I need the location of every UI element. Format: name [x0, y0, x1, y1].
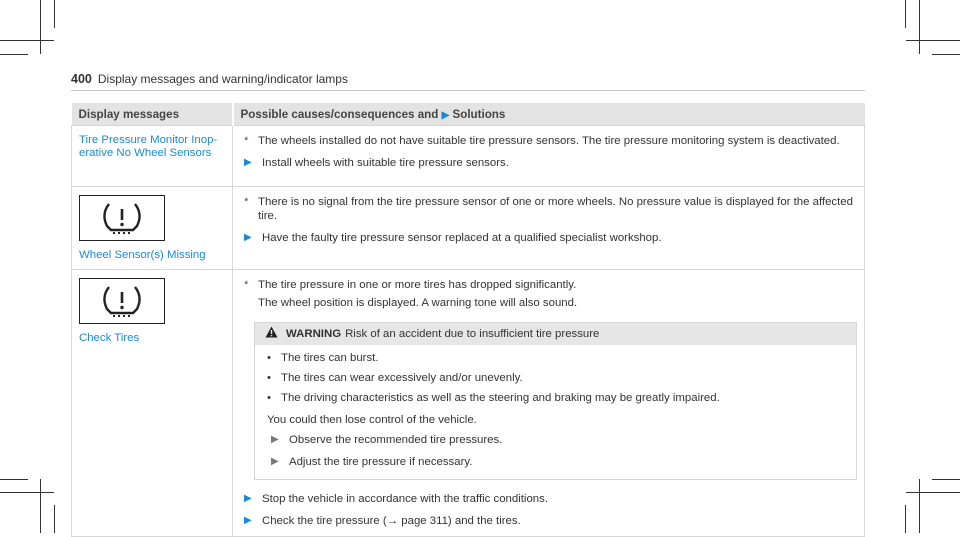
triangle-icon: ▶	[244, 493, 252, 504]
cause-text: The tire pressure in one or more tires has dropped significantly.	[258, 279, 577, 291]
triangle-icon: ▶	[271, 456, 279, 467]
crop-mark	[919, 479, 920, 533]
bullet-dot-icon: •	[267, 372, 271, 384]
cause-text: The wheels installed do not have suitable tire pressure sensors. The tire pressure monitoring system is deactivated.	[258, 135, 840, 147]
cause-cell	[233, 187, 865, 270]
solution-text: Check the tire pressure (→ page 311) and the tires.	[262, 515, 521, 527]
bullet-dot-icon: •	[267, 352, 271, 364]
warning-bullet-text: The tires can burst.	[281, 352, 379, 364]
crop-mark	[906, 40, 960, 41]
solution-step	[240, 156, 857, 170]
page-number: 400	[71, 72, 92, 86]
cause-item	[240, 134, 857, 148]
message-cell	[72, 270, 233, 537]
warning-header	[255, 323, 856, 345]
asterisk-icon: *	[244, 135, 249, 147]
crop-mark	[932, 479, 960, 480]
table-row	[72, 126, 865, 187]
asterisk-icon: *	[244, 196, 249, 208]
page-header	[71, 72, 348, 86]
column-header-messages: Display messages	[72, 103, 233, 126]
cause-item	[240, 195, 857, 223]
warning-step-text: Observe the recommended tire pressures.	[289, 434, 503, 446]
triangle-icon: ▶	[244, 232, 252, 243]
crop-mark	[906, 492, 960, 493]
warning-step	[267, 433, 846, 447]
tire-pressure-warning-icon	[79, 278, 165, 324]
section-title: Display messages and warning/indicator lamps	[97, 72, 348, 86]
header-divider	[71, 90, 865, 91]
display-message: Wheel Sensor(s) Missing	[79, 249, 206, 261]
crop-mark	[0, 479, 28, 480]
bullet-dot-icon: •	[267, 392, 271, 404]
table-row	[72, 187, 865, 270]
crop-mark	[40, 0, 41, 54]
warning-step	[267, 455, 846, 469]
display-messages-table	[71, 103, 865, 537]
solution-text: Install wheels with suitable tire pressure sensors.	[262, 157, 509, 169]
cause-text: There is no signal from the tire pressure sensor of one or more wheels. No pressure value is displayed for the affected tire.	[258, 196, 853, 222]
crop-mark	[905, 0, 906, 28]
column-header-solutions-label: Solutions	[452, 107, 506, 121]
crop-mark	[919, 0, 920, 54]
crop-mark	[0, 40, 54, 41]
list-item	[267, 371, 846, 385]
asterisk-icon: *	[244, 279, 249, 291]
crop-mark	[0, 54, 28, 55]
crop-mark	[54, 505, 55, 533]
solution-step	[240, 514, 857, 528]
solution-text: Stop the vehicle in accordance with the traffic conditions.	[262, 493, 548, 505]
solution-step	[240, 492, 857, 506]
crop-mark	[40, 479, 41, 533]
warning-step-text: Adjust the tire pressure if necessary.	[289, 456, 473, 468]
message-cell	[72, 126, 233, 187]
tire-pressure-warning-icon	[79, 195, 165, 241]
message-cell	[72, 187, 233, 270]
warning-consequence: You could then lose control of the vehicle.	[267, 414, 477, 426]
solution-text: Have the faulty tire pressure sensor replaced at a qualified specialist workshop.	[262, 232, 662, 244]
warning-bullet-text: The driving characteristics as well as the steering and braking may be greatly impaired.	[281, 392, 720, 404]
table-header-row	[72, 103, 865, 126]
crop-mark	[54, 0, 55, 28]
display-message: Check Tires	[79, 332, 140, 344]
table-row	[72, 270, 865, 537]
list-item	[267, 391, 846, 405]
cause-extra-text: The wheel position is displayed. A warning tone will also sound.	[258, 297, 578, 309]
warning-body	[255, 345, 856, 479]
triangle-icon: ▶	[441, 109, 450, 121]
cause-cell	[233, 126, 865, 187]
crop-mark	[905, 505, 906, 533]
cause-item	[240, 278, 857, 292]
triangle-icon: ▶	[271, 434, 279, 445]
triangle-icon: ▶	[244, 515, 252, 526]
warning-triangle-icon	[265, 326, 278, 342]
column-header-causes	[233, 103, 865, 126]
column-header-causes-label: Possible causes/consequences and	[240, 107, 439, 121]
warning-label: WARNING	[286, 328, 342, 340]
warning-box	[254, 322, 857, 480]
list-item	[267, 351, 846, 365]
solution-step	[240, 231, 857, 245]
display-message: Tire Pressure Monitor Inop- erative No Wheel Sensors	[79, 134, 218, 159]
crop-mark	[0, 492, 54, 493]
triangle-icon: ▶	[244, 157, 252, 168]
cause-cell	[233, 270, 865, 537]
crop-mark	[932, 54, 960, 55]
warning-title: Risk of an accident due to insufficient tire pressure	[345, 328, 600, 340]
warning-bullet-text: The tires can wear excessively and/or unevenly.	[281, 372, 523, 384]
